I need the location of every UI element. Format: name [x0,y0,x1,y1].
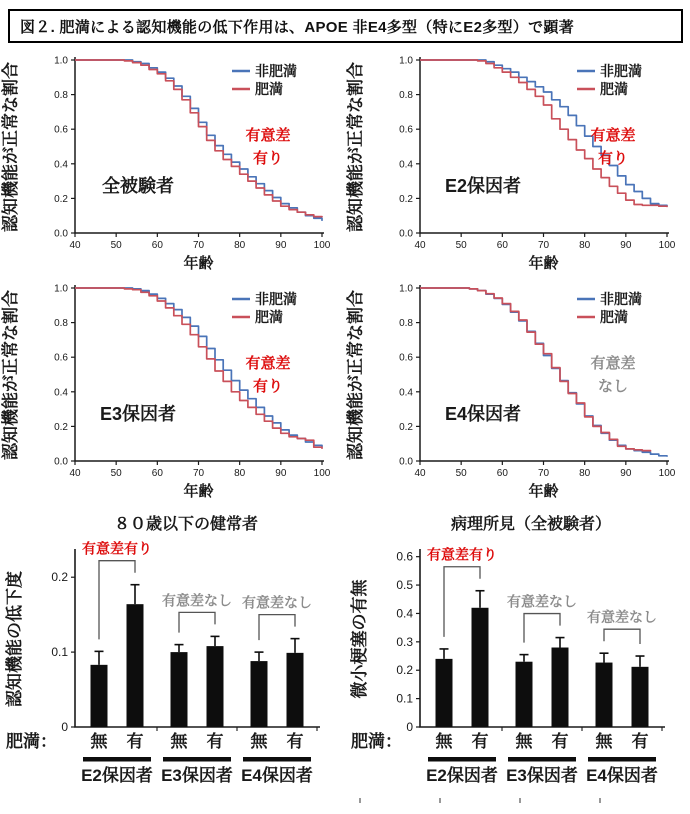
x-tick-label: 50 [110,468,122,479]
y-tick-label: 1.0 [399,283,413,295]
significance-note: 有意差なし [242,594,312,611]
group-underline [428,757,496,762]
km-panel-e3-carriers [0,275,345,503]
x-axis-label: 年齢 [183,483,214,500]
group-underline [163,757,231,762]
bar-x-label: 有 [126,732,144,751]
bar-x-label: 無 [250,732,268,751]
y-tick-label: 0.4 [396,606,413,621]
bar-E4保因者-無 [596,663,613,727]
y-tick-label: 0.0 [54,456,68,468]
group-label: E4保因者 [586,766,658,785]
y-tick-label: 0.8 [54,90,68,102]
legend-label-non_obese: 非肥満 [255,63,297,79]
group-underline [243,757,311,762]
bar-x-label: 無 [435,732,453,751]
panel-label: E3保因者 [99,404,177,424]
group-underline [83,757,151,762]
y-axis-label: 認知機能の低下度 [5,571,24,707]
y-tick-label: 0.6 [399,352,413,364]
x-prefix-label: 肥満： [6,732,57,751]
significance-note: 有り [252,378,284,395]
x-tick-label: 70 [537,468,550,479]
y-tick-label: 0.2 [54,193,68,205]
bar-x-label: 無 [90,732,108,751]
bar-x-label: 無 [515,732,533,751]
bar-x-label: 有 [551,732,569,751]
bar-E2保因者-有 [472,608,489,727]
x-tick-label: 80 [234,240,246,251]
x-tick-label: 60 [496,468,508,479]
legend-label-obese: 肥満 [255,81,283,97]
bar-charts-row [0,505,690,807]
x-tick-label: 70 [192,468,205,479]
x-tick-label: 40 [69,468,81,479]
x-tick-label: 90 [275,468,287,479]
y-tick-label: 0.4 [399,159,413,171]
x-tick-label: 40 [414,240,426,251]
curve-non_obese [420,288,667,457]
y-axis-label: 微小梗塞の有無 [350,579,369,699]
x-tick-label: 50 [455,240,467,251]
bar-x-label: 無 [170,732,188,751]
bar-E3保因者-無 [171,652,188,727]
x-tick-label: 90 [620,240,632,251]
x-tick-label: 80 [579,468,591,479]
x-tick-label: 90 [620,468,632,479]
legend-label-non_obese: 非肥満 [255,291,297,307]
y-tick-label: 0.6 [396,549,413,564]
significance-note: なし [597,378,629,395]
figure-title-box [8,9,683,43]
y-tick-label: 0 [406,720,413,734]
x-axis-label: 年齢 [528,255,559,272]
group-label: E4保因者 [241,766,313,785]
bar-x-label: 有 [631,732,649,751]
axes [420,285,669,461]
group-underline [588,757,656,762]
y-tick-label: 0 [61,720,68,734]
x-axis-label: 年齢 [528,483,559,500]
y-tick-label: 0.1 [51,645,68,660]
chart-title: ８０歳以下の健常者 [113,516,259,533]
significance-bracket [604,629,640,644]
axes [420,546,665,727]
y-tick-label: 0.6 [54,124,68,136]
significance-note: 有意差 [245,355,291,372]
significance-bracket [179,612,215,632]
y-tick-label: 0.6 [399,124,413,136]
y-tick-label: 0.4 [399,387,413,399]
y-axis-label: 認知機能が正常な割合 [346,290,365,460]
x-tick-label: 80 [579,240,591,251]
legend-label-obese: 肥満 [255,309,283,325]
group-underline [508,757,576,762]
significance-note: 有意差なし [507,593,577,610]
legend-label-obese: 肥満 [600,81,628,97]
axes [75,549,320,727]
x-tick-label: 60 [496,240,508,251]
group-label: E3保因者 [161,766,233,785]
y-tick-label: 0.0 [399,456,413,468]
legend-label-non_obese: 非肥満 [600,291,642,307]
significance-note: 有意差有り [427,546,497,563]
legend-label-non_obese: 非肥満 [600,63,642,79]
group-label: E2保因者 [426,766,498,785]
x-tick-label: 100 [658,468,676,479]
panel-label: E4保因者 [444,404,522,424]
survival-panels-grid [0,47,690,503]
x-tick-label: 50 [110,240,122,251]
km-panel-e2-carriers [345,47,690,275]
axes [75,285,324,461]
bar-E3保因者-有 [552,648,569,727]
x-tick-label: 90 [275,240,287,251]
bar-x-label: 有 [471,732,489,751]
bar-chart-pathology [345,505,690,807]
x-tick-label: 100 [313,468,331,479]
km-panel-all-subjects [0,47,345,275]
x-tick-label: 40 [414,468,426,479]
y-tick-label: 0.0 [54,228,68,240]
y-tick-label: 0.2 [54,421,68,433]
y-tick-label: 0.2 [396,663,413,678]
y-tick-label: 0.5 [396,578,413,593]
panel-label: 全被験者 [102,176,174,196]
significance-bracket [259,615,295,640]
bar-E3保因者-有 [207,646,224,727]
x-tick-label: 100 [658,240,676,251]
x-tick-label: 60 [151,240,163,251]
group-label: E3保因者 [506,766,578,785]
chart-title: 病理所見（全被験者） [450,516,612,533]
significance-note: 有意差 [590,127,636,144]
y-tick-label: 0.8 [54,318,68,330]
bar-E3保因者-無 [516,662,533,727]
panel-label: E2保因者 [444,176,522,196]
y-tick-label: 0.2 [399,421,413,433]
significance-bracket [524,614,560,643]
significance-note: 有り [597,150,629,167]
bar-E2保因者-無 [91,665,108,727]
bar-E2保因者-有 [127,604,144,727]
significance-note: 有意差 [245,127,291,144]
group-label: E2保因者 [81,766,153,785]
significance-note: 有意差 [590,355,636,372]
bar-x-label: 有 [286,732,304,751]
x-tick-label: 70 [192,240,205,251]
y-axis-label: 認知機能が正常な割合 [1,290,20,460]
x-tick-label: 70 [537,240,550,251]
y-tick-label: 0.2 [399,193,413,205]
y-tick-label: 0.6 [54,352,68,364]
x-tick-label: 80 [234,468,246,479]
significance-note: 有意差なし [162,592,232,609]
y-axis-label: 認知機能が正常な割合 [1,62,20,232]
km-panel-e4-carriers [345,275,690,503]
y-tick-label: 0.8 [399,318,413,330]
figure-title: 図２. 肥満による認知機能の低下作用は、APOE 非E4多型（特にE2多型）で顕著 [20,19,575,36]
x-tick-label: 50 [455,468,467,479]
y-tick-label: 0.4 [54,387,68,399]
bar-E2保因者-無 [436,659,453,727]
legend-label-obese: 肥満 [600,309,628,325]
bar-E4保因者-有 [287,653,304,727]
y-tick-label: 1.0 [399,55,413,67]
bar-chart-healthy-under-80 [0,505,345,807]
significance-note: 有意差なし [587,609,657,626]
x-tick-label: 100 [313,240,331,251]
bar-E4保因者-有 [632,667,649,727]
bar-E4保因者-無 [251,661,268,727]
y-tick-label: 0.8 [399,90,413,102]
y-tick-label: 0.2 [51,570,68,585]
x-axis-label: 年齢 [183,255,214,272]
x-tick-label: 60 [151,468,163,479]
y-tick-label: 0.3 [396,634,413,649]
significance-note: 有意差有り [82,540,152,557]
x-prefix-label: 肥満： [351,732,402,751]
x-tick-label: 40 [69,240,81,251]
significance-note: 有り [252,150,284,167]
y-tick-label: 1.0 [54,55,68,67]
bar-x-label: 無 [595,732,613,751]
bar-x-label: 有 [206,732,224,751]
y-axis-label: 認知機能が正常な割合 [346,62,365,232]
axes [420,57,669,233]
y-tick-label: 1.0 [54,283,68,295]
y-tick-label: 0.4 [54,159,68,171]
y-tick-label: 0.1 [396,691,413,706]
y-tick-label: 0.0 [399,228,413,240]
